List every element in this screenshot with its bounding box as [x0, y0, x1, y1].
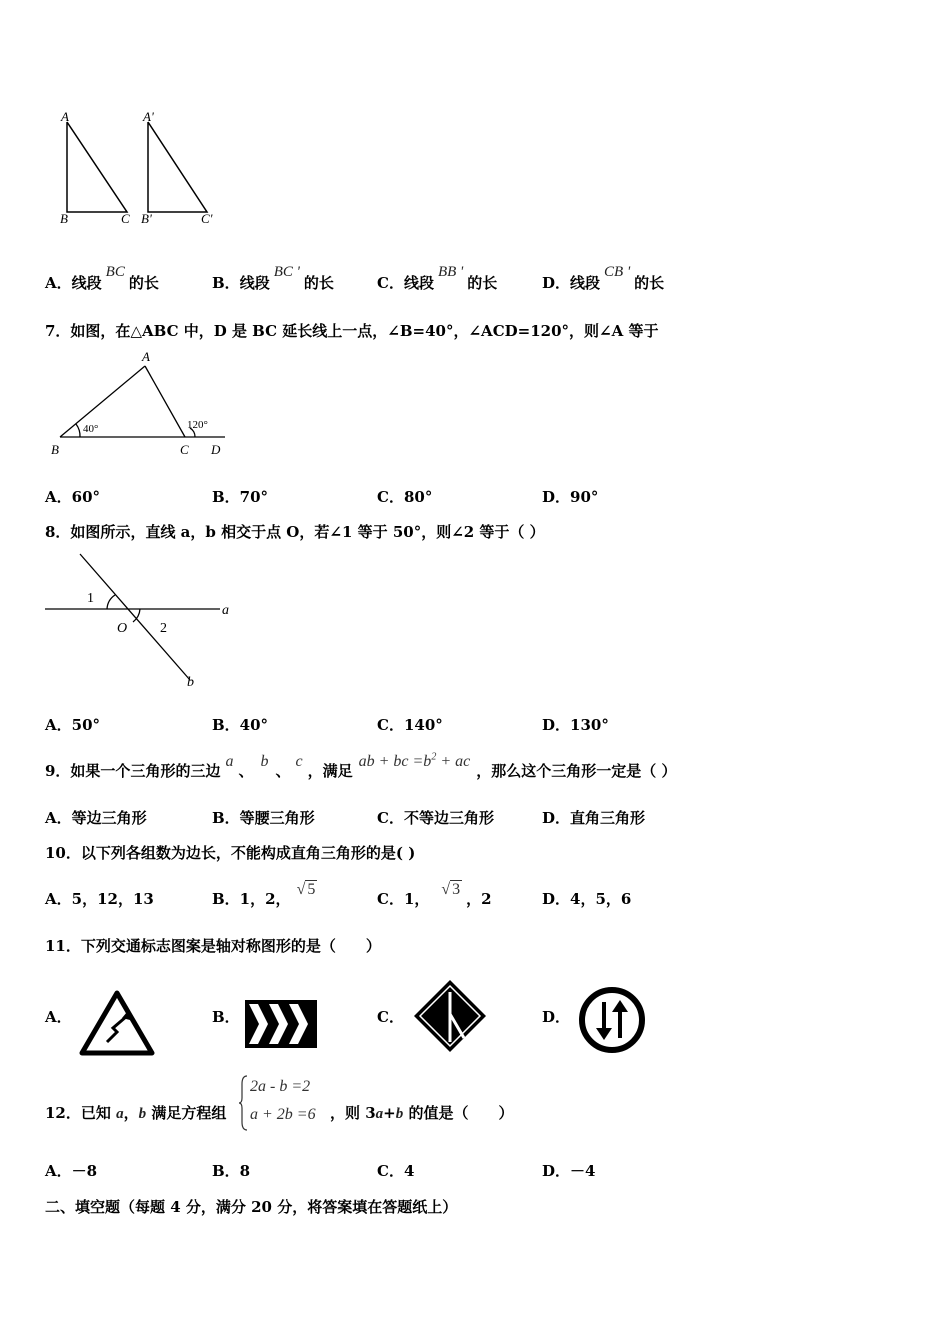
fig8-label-O: O	[117, 621, 128, 636]
q12-option-a[interactable]: A．－8	[45, 1162, 98, 1180]
section-2-heading: 二、填空题（每题 4 分，满分 20 分，将答案填在答题纸上）	[45, 1198, 458, 1216]
q8-stem: 8．如图所示，直线 a，b 相交于点 O，若∠1 等于 50°，则∠2 等于（ ）	[45, 523, 545, 541]
q7-stem: 7．如图，在△ABC 中，D 是 BC 延长线上一点，∠B=40°，∠ACD=120°，则∠A 等于	[45, 322, 659, 340]
q10-option-b[interactable]: B．1，2，√ 5	[212, 881, 316, 908]
q9-side-c: c	[295, 753, 303, 770]
q9-stem: 9．如果一个三角形的三边a、b、c，满足ab + bc $=b^2$ + ac，那么这个三角形一定是（ ）	[45, 751, 677, 780]
q8-option-d[interactable]: D．130°	[542, 716, 609, 734]
fig8-label-b: b	[187, 675, 194, 690]
q7-option-c[interactable]: C．80°	[377, 488, 433, 506]
q8-option-c[interactable]: C．140°	[377, 716, 443, 734]
q9-option-a[interactable]: A．等边三角形	[45, 809, 147, 827]
q6-option-a[interactable]: A．线段BC的长	[45, 264, 159, 292]
fig8-angle-1: 1	[87, 591, 94, 606]
q11-option-c-letter[interactable]: C．	[377, 1008, 404, 1026]
fig6-label-A-prime: A'	[143, 109, 154, 124]
q6-option-c[interactable]: C．线段BB '的长	[377, 264, 498, 292]
q10-option-d[interactable]: D．4，5，6	[542, 890, 632, 908]
q6-option-b[interactable]: B．线段BC '的长	[212, 264, 334, 292]
q10-stem: 10．以下列各组数为边长，不能构成直角三角形的是( )	[45, 844, 416, 862]
q7-option-d[interactable]: D．90°	[542, 488, 599, 506]
fig6-label-A: A	[61, 109, 69, 124]
fig8-label-a: a	[222, 603, 229, 618]
fig6-label-B: B	[60, 211, 68, 226]
q9-option-c[interactable]: C．不等边三角形	[377, 809, 494, 827]
q8-option-a[interactable]: A．50°	[45, 716, 101, 734]
merge-lane-sign-icon[interactable]	[412, 978, 488, 1054]
fig7-label-D: D	[211, 442, 221, 457]
q12-option-c[interactable]: C．4	[377, 1162, 415, 1180]
fig8-angle-2: 2	[160, 621, 167, 636]
q12-brace-icon	[238, 1074, 248, 1132]
q12-option-b[interactable]: B．8	[212, 1162, 251, 1180]
chevron-sign-icon[interactable]	[245, 1000, 317, 1048]
q6-segment-a: BC	[105, 264, 125, 280]
zigzag-warning-sign-icon[interactable]	[80, 990, 155, 1056]
q9-side-b: b	[260, 753, 269, 770]
q12-stem: 12．已知 a，b 满足方程组	[45, 1104, 227, 1122]
q11-option-b-letter[interactable]: B．	[212, 1008, 240, 1026]
q7-option-b[interactable]: B．70°	[212, 488, 269, 506]
q11-stem: 11．下列交通标志图案是轴对称图形的是（ ）	[45, 937, 381, 955]
fig7-angle-b: 40°	[83, 423, 99, 435]
q10-option-a[interactable]: A．5，12，13	[45, 890, 154, 908]
q9-side-a: a	[225, 753, 234, 770]
fig7-label-C: C	[180, 442, 189, 457]
fig6-label-B-prime: B'	[141, 211, 152, 226]
q10-option-c[interactable]: C．1，√ 3，2	[377, 881, 492, 908]
q9-option-d[interactable]: D．直角三角形	[542, 809, 646, 827]
q12-equation-1: 2a - b =2	[250, 1078, 311, 1095]
q8-option-b[interactable]: B．40°	[212, 716, 269, 734]
figure-q6-triangles	[55, 108, 225, 228]
q6-segment-c: BB '	[437, 264, 464, 280]
q7-option-a[interactable]: A．60°	[45, 488, 101, 506]
q12-option-d[interactable]: D．－4	[542, 1162, 596, 1180]
fig6-label-C: C	[121, 211, 130, 226]
q10-sqrt-3: √ 3	[441, 881, 461, 898]
fig7-angle-c: 120°	[187, 419, 208, 431]
q6-segment-d: CB '	[604, 264, 631, 280]
figure-q7-triangle	[45, 348, 245, 463]
q10-sqrt-5: √ 5	[296, 881, 316, 898]
q9-option-b[interactable]: B．等腰三角形	[212, 809, 315, 827]
fig7-label-A: A	[142, 349, 150, 364]
q12-equation-2: a + 2b =6	[250, 1106, 316, 1123]
q12-stem-end: ，则 3a+b 的值是（ ）	[330, 1104, 514, 1122]
figure-q8-intersecting-lines	[45, 550, 245, 695]
q6-option-d[interactable]: D．线段CB '的长	[542, 264, 665, 292]
fig7-label-B: B	[51, 442, 59, 457]
q9-equation: ab + bc $=b^2$ + ac	[358, 751, 471, 770]
q11-option-a-letter[interactable]: A．	[45, 1008, 72, 1026]
two-way-traffic-sign-icon[interactable]	[578, 986, 646, 1054]
q11-option-d-letter[interactable]: D．	[542, 1008, 571, 1026]
q6-segment-b: BC '	[273, 264, 300, 280]
fig6-label-C-prime: C'	[201, 211, 213, 226]
